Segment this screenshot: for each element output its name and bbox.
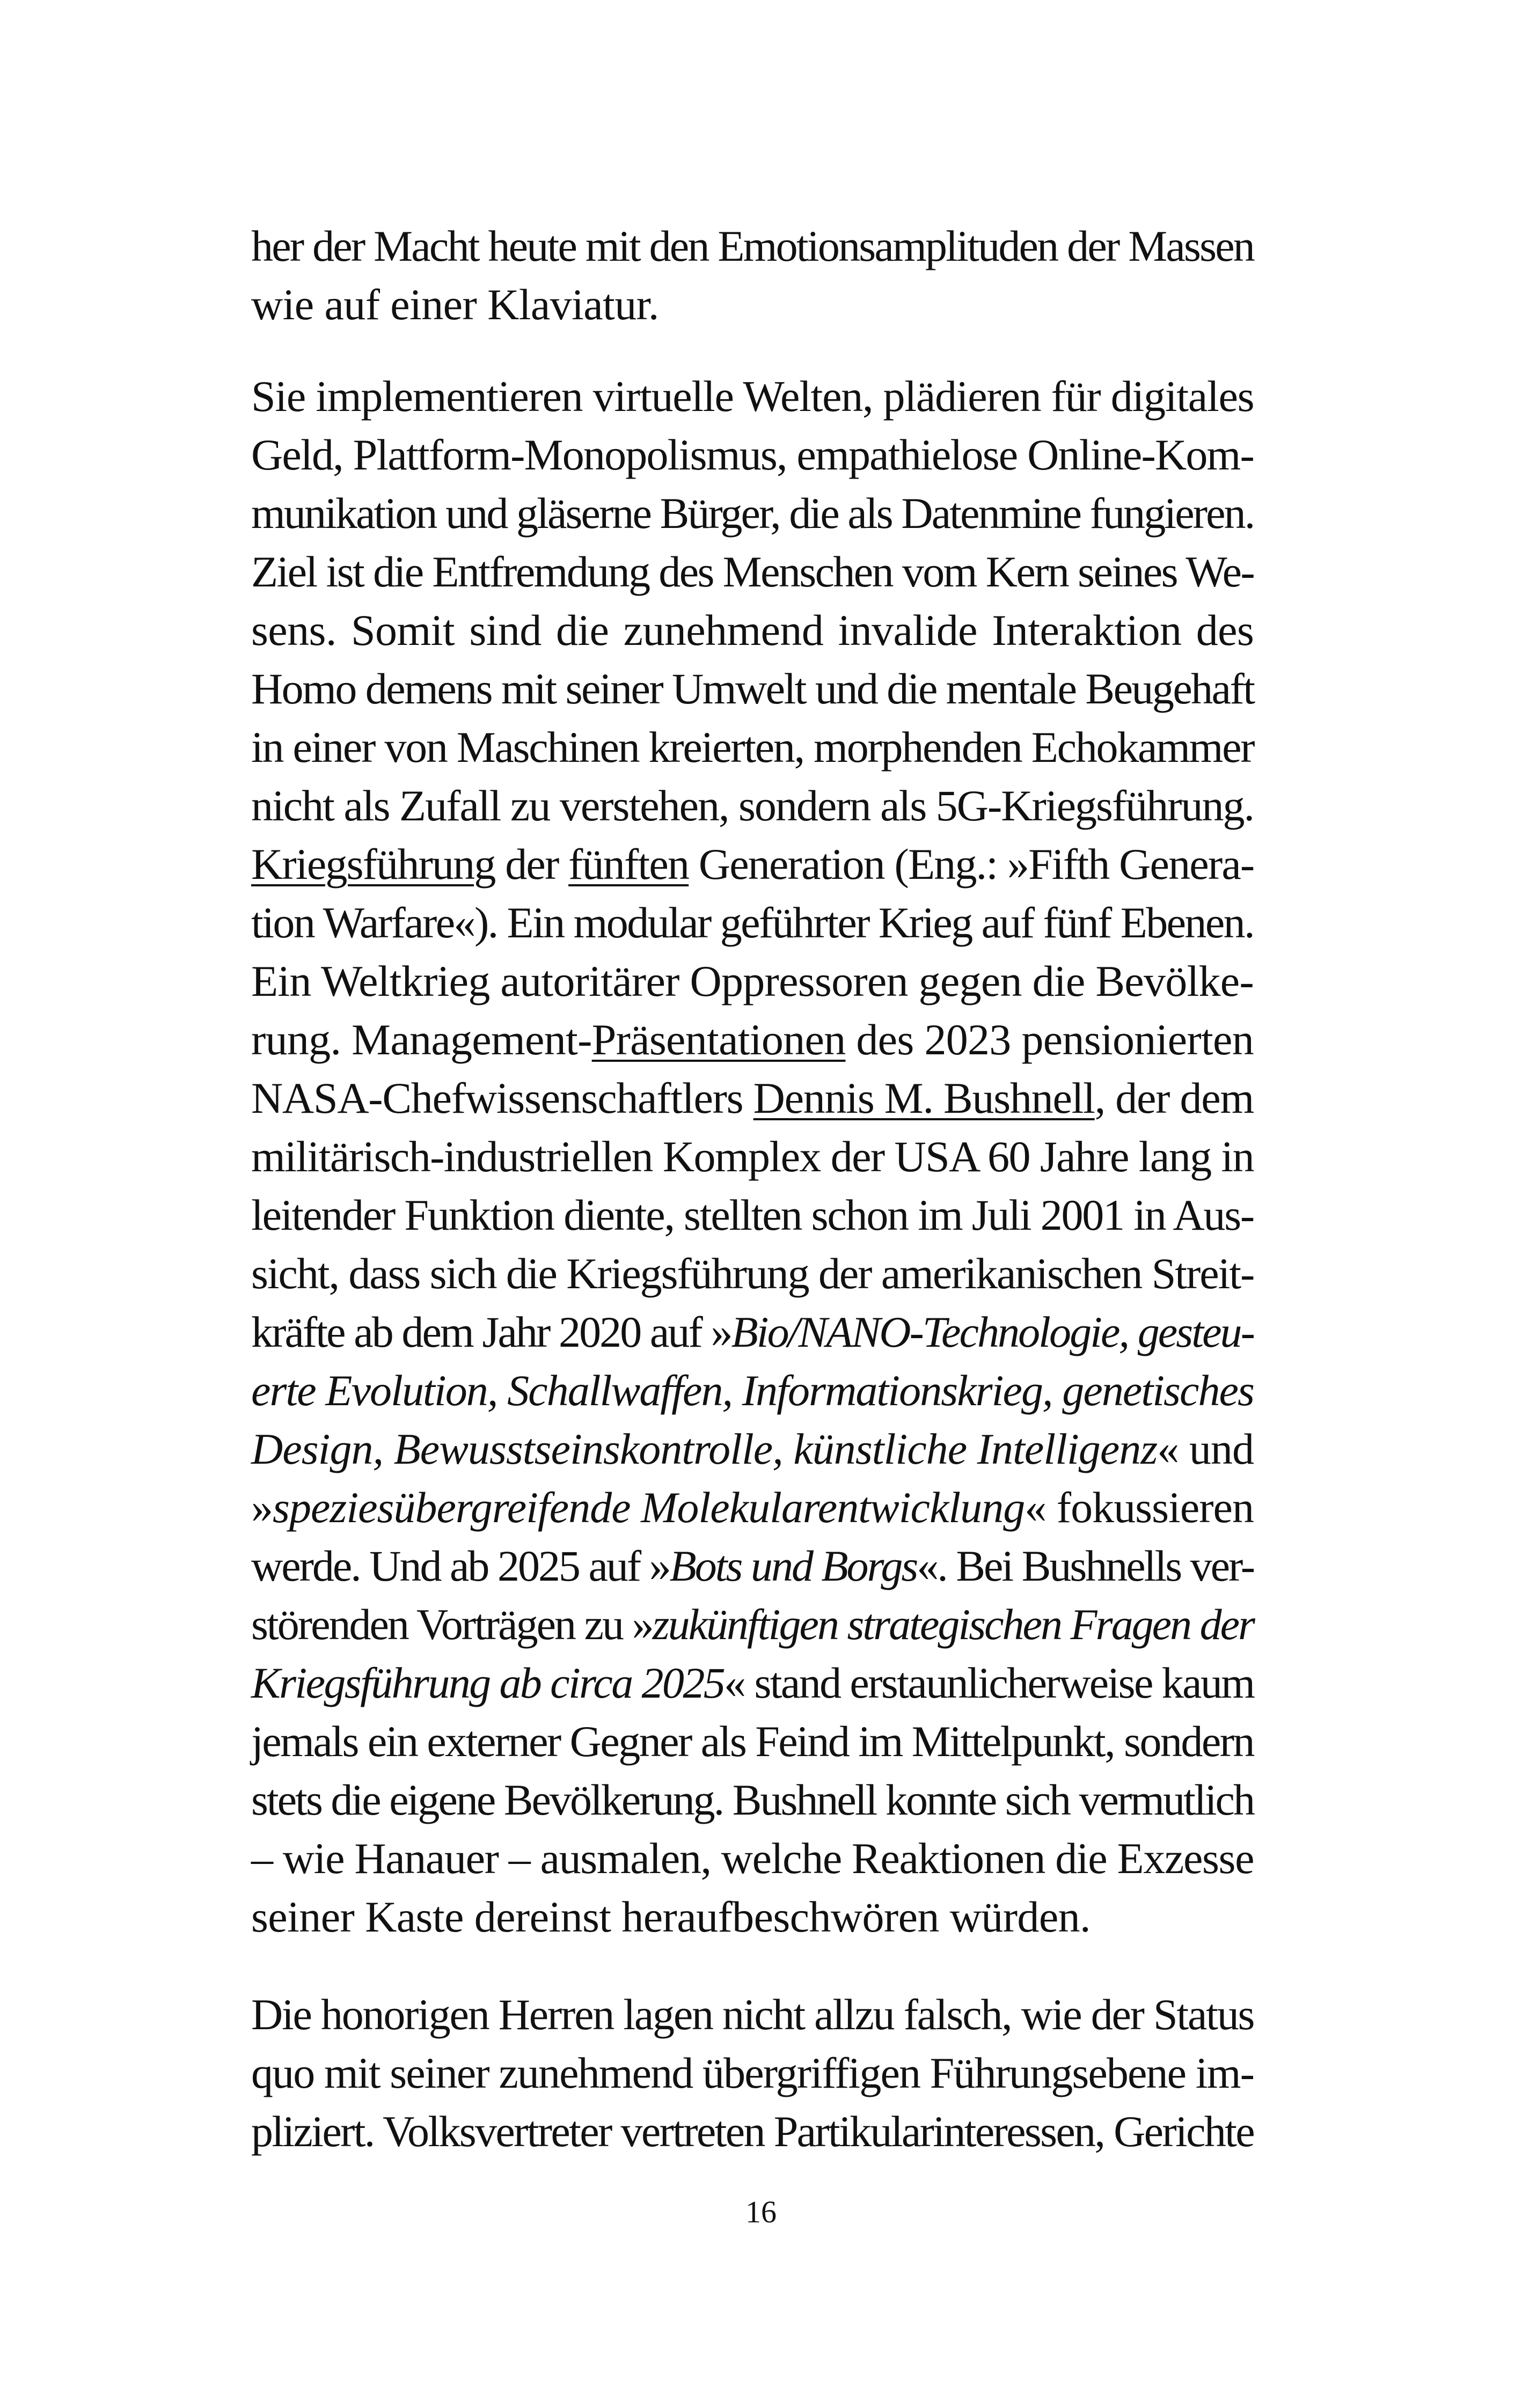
- line-text: Generation (Eng.: »Fifth Genera-: [689, 840, 1254, 889]
- paragraph-line: [251, 1420, 1254, 1478]
- italic-quote: Design, Bewusstseinskontrolle, künstliche Intelligenz: [251, 1425, 1158, 1473]
- page-number: 16: [745, 2194, 777, 2229]
- line-text: « fokussieren: [1025, 1483, 1254, 1532]
- paragraph-line: Homo demens mit seiner Umwelt und die mentale Beugehaft: [251, 664, 1254, 713]
- line-text: werde. Und ab 2025 auf »: [251, 1541, 670, 1590]
- line-text: kräfte ab dem Jahr 2020 auf »: [251, 1308, 731, 1356]
- paragraph-line: quo mit seiner zunehmend übergriffigen Führungsebene im-: [251, 2049, 1254, 2097]
- paragraph-line: in einer von Maschinen kreierten, morphenden Echokammer: [251, 723, 1254, 772]
- paragraph-line: Ein Weltkrieg autoritärer Oppressoren gegen die Bevölke-: [251, 957, 1254, 1005]
- line-text: « stand erstaunlicherweise kaum: [724, 1658, 1254, 1707]
- line-text: rung. Management-: [251, 1015, 592, 1064]
- paragraph-line: Die honorigen Herren lagen nicht allzu falsch, wie der Status: [251, 1990, 1254, 2039]
- paragraph-line: leitender Funktion diente, stellten schon im Juli 2001 in Aus-: [251, 1191, 1254, 1239]
- line-text: störenden Vorträgen zu »: [251, 1600, 653, 1649]
- paragraph-line: [251, 1654, 1254, 1712]
- paragraph-line: [251, 1595, 1254, 1654]
- italic-quote: zukünftigen strategischen Fragen der: [652, 1600, 1254, 1649]
- paragraph-line: tion Warfare«). Ein modular geführter Krieg auf fünf Ebenen.: [251, 898, 1254, 947]
- paragraph-1: [251, 217, 1254, 334]
- paragraph-line: militärisch-industriellen Komplex der USA 60 Jahre lang in: [251, 1132, 1254, 1181]
- paragraph-line: [251, 1478, 1254, 1537]
- line-text: «. Bei Bushnells ver-: [917, 1541, 1254, 1590]
- paragraph-line: seiner Kaste dereinst heraufbeschwören würden.: [251, 1892, 1091, 1941]
- paragraph-line: her der Macht heute mit den Emotionsamplituden der Massen: [251, 222, 1254, 270]
- link-praesentationen[interactable]: Präsentationen: [591, 1015, 846, 1064]
- paragraph-3: [251, 1985, 1254, 2161]
- paragraph-line: jemals ein externer Gegner als Feind im Mittelpunkt, sondern: [251, 1717, 1254, 1766]
- paragraph-line: wie auf einer Klaviatur.: [251, 280, 659, 329]
- italic-quote: Kriegsführung ab circa 2025: [251, 1658, 725, 1707]
- link-fuenften[interactable]: fünften: [568, 840, 689, 889]
- paragraph-line: Geld, Plattform-Monopolismus, empathielose Online-Kom-: [251, 430, 1254, 479]
- paragraph-line: Sie implementieren virtuelle Welten, plädieren für digitales: [251, 372, 1254, 421]
- paragraph-line: [251, 1010, 1254, 1069]
- link-kriegsfuehrung[interactable]: Kriegsführung: [251, 840, 495, 889]
- line-text: des 2023 pensionierten: [845, 1015, 1254, 1064]
- paragraph-line: – wie Hanauer – ausmalen, welche Reaktionen die Exzesse: [251, 1834, 1254, 1883]
- paragraph-line: [251, 835, 1254, 893]
- paragraph-line: [251, 1537, 1254, 1595]
- line-text: NASA-Chefwissenschaftlers: [251, 1074, 753, 1122]
- paragraph-line: pliziert. Volksvertreter vertreten Partikularinteressen, Gerichte: [251, 2107, 1254, 2156]
- paragraph-line: Ziel ist die Entfremdung des Menschen vom Kern seines We-: [251, 547, 1254, 596]
- paragraph-line: stets die eigene Bevölkerung. Bushnell konnte sich vermutlich: [251, 1775, 1254, 1824]
- italic-quote: Bio/NANO-Technologie, gesteu-: [731, 1308, 1254, 1356]
- paragraph-line: sicht, dass sich die Kriegsführung der amerikanischen Streit-: [251, 1249, 1254, 1298]
- paragraph-line: [251, 1361, 1254, 1420]
- paragraph-line: [251, 1069, 1254, 1127]
- paragraph-line: nicht als Zufall zu verstehen, sondern als 5G-Kriegsführung.: [251, 781, 1254, 830]
- paragraph-line: sens. Somit sind die zunehmend invalide Interaktion des: [251, 606, 1254, 655]
- line-text: « und: [1157, 1425, 1254, 1473]
- italic-quote: Bots und Borgs: [669, 1541, 917, 1590]
- paragraph-line: [251, 1303, 1254, 1361]
- italic-quote: erte Evolution, Schallwaffen, Informationskrieg, genetisches: [251, 1366, 1254, 1415]
- paragraph-2: [251, 367, 1254, 1946]
- line-text: , der dem: [1094, 1074, 1254, 1122]
- line-text: der: [495, 840, 569, 889]
- paragraph-line: munikation und gläserne Bürger, die als Datenmine fungieren.: [251, 489, 1254, 538]
- line-text: »: [251, 1483, 273, 1532]
- link-dennis-m-bushnell[interactable]: Dennis M. Bushnell: [753, 1074, 1095, 1122]
- italic-quote: speziesübergreifende Molekularentwicklung: [273, 1483, 1025, 1532]
